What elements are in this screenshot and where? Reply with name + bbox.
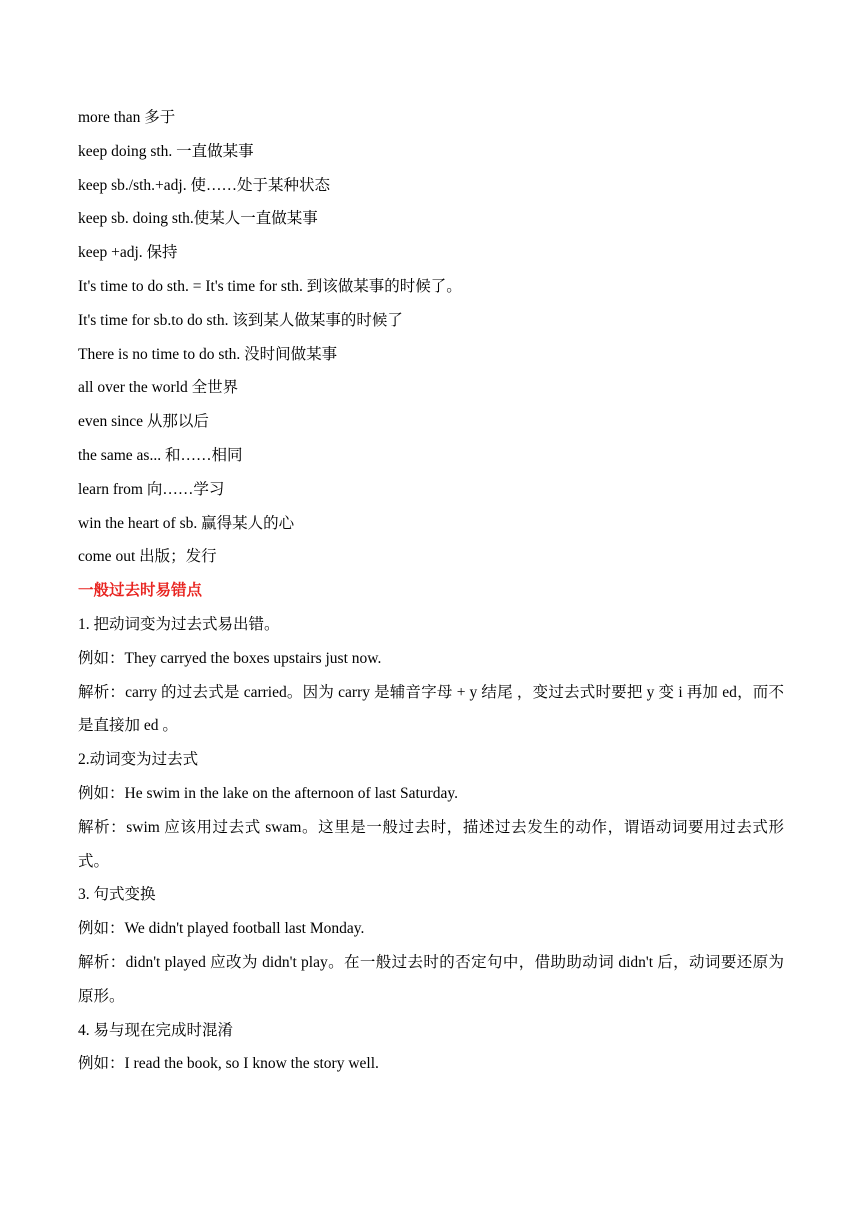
item-analysis: 解析：didn't played 应改为 didn't play。在一般过去时的否定句中，借助助动词 didn't 后，动词要还原为原形。	[78, 953, 784, 1005]
item-example: 例如：He swim in the lake on the afternoon of last Saturday.	[78, 784, 458, 802]
phrase-line: It's time to do sth. = It's time for sth. 到该做某事的时候了。	[78, 277, 462, 295]
item-title: 2.动词变为过去式	[78, 751, 199, 769]
phrase-line: There is no time to do sth. 没时间做某事	[78, 345, 338, 363]
phrase-line: come out 出版；发行	[78, 548, 217, 566]
document-body	[78, 101, 784, 1081]
item-example: 例如：I read the book, so I know the story well.	[78, 1055, 379, 1073]
item-example: 例如：They carryed the boxes upstairs just now.	[78, 649, 382, 667]
phrase-line: It's time for sb.to do sth. 该到某人做某事的时候了	[78, 311, 403, 329]
item-example: 例如：We didn't played football last Monday.	[78, 920, 365, 938]
phrase-line: keep +adj. 保持	[78, 244, 178, 262]
phrase-line: keep doing sth. 一直做某事	[78, 142, 254, 160]
phrase-line: keep sb./sth.+adj. 使……处于某种状态	[78, 176, 330, 194]
phrase-line: the same as... 和……相同	[78, 446, 243, 464]
item-title: 3. 句式变换	[78, 886, 156, 904]
phrase-line: more than 多于	[78, 109, 176, 126]
item-analysis: 解析：swim 应该用过去式 swam。这里是一般过去时，描述过去发生的动作，谓语动词要用过去式形式。	[78, 818, 784, 870]
phrase-line: win the heart of sb. 赢得某人的心	[78, 514, 295, 532]
phrase-line: even since 从那以后	[78, 413, 209, 431]
section-heading: 一般过去时易错点	[78, 582, 203, 600]
item-analysis: 解析：carry 的过去式是 carried。因为 carry 是辅音字母 + y 结尾 ，变过去式时要把 y 变 i 再加 ed，而不是直接加 ed 。	[78, 683, 784, 735]
item-title: 4. 易与现在完成时混淆	[78, 1021, 234, 1039]
phrase-line: learn from 向……学习	[78, 480, 225, 498]
phrase-line: keep sb. doing sth.使某人一直做某事	[78, 210, 318, 228]
phrase-line: all over the world 全世界	[78, 379, 239, 397]
item-title: 1. 把动词变为过去式易出错。	[78, 615, 280, 633]
